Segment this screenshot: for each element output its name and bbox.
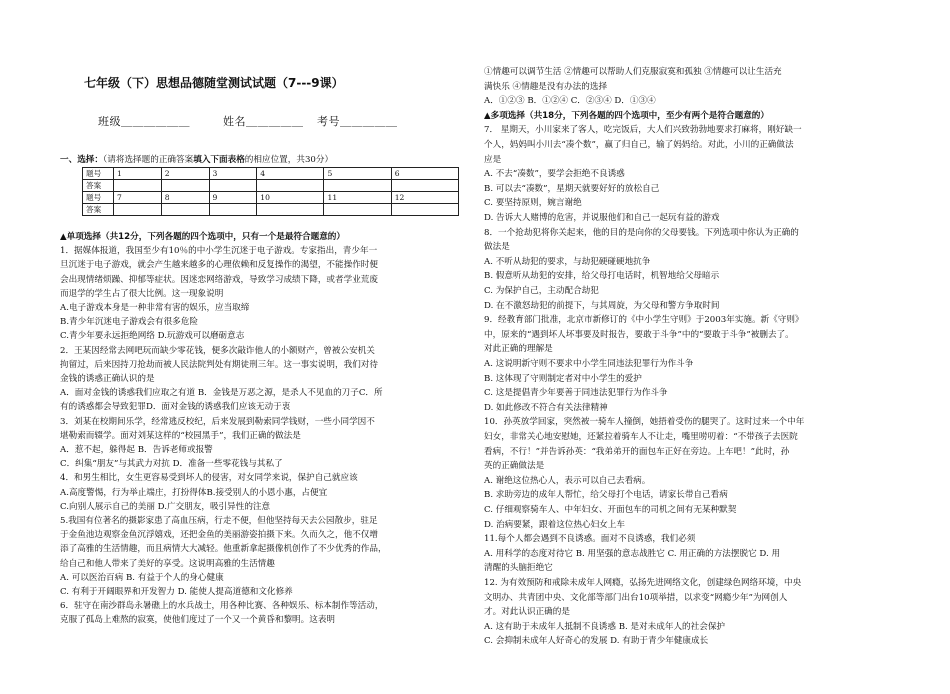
table-cell: 6 xyxy=(391,168,458,180)
text-line: A.电子游戏本身是一种非常有害的娱乐，应当取缔 xyxy=(60,303,250,313)
section-heading xyxy=(60,154,333,166)
text-line: 11.每个人都会遇到不良诱惑。面对不良诱惑，我们必须 xyxy=(484,534,696,545)
answer-table xyxy=(82,167,459,216)
text-line: A. 这有助于未成年人抵制不良诱惑 B. 是对未成年人的社会保护 xyxy=(484,621,726,632)
table-cell: 8 xyxy=(161,192,209,204)
text-line: 旦沉迷于电子游戏，就会产生越来越多的心理依赖和反复操作的渴望，不能操作时便 xyxy=(60,260,378,271)
text-line: 3．刘某在校期间乐学，经常逃反校纪，后来发展到勒索同学钱财，一些小同学因不 xyxy=(60,416,375,427)
table-cell: 5 xyxy=(324,168,391,180)
text-line: 妇女，非常关心地安慰她，还紧拉着骑车人不让走，嘴里唠叨着：“不带孩子去医院 xyxy=(484,432,798,442)
answer-cell[interactable] xyxy=(391,204,458,216)
text-line: A. 这说明新守则不要求中小学生同违法犯罪行为作斗争 xyxy=(484,359,694,369)
text-line: 做法是 xyxy=(484,242,510,253)
answer-cell[interactable] xyxy=(324,180,391,192)
section-instruction: （请将选择题的正确答案 xyxy=(102,155,194,165)
text-line: 9．经教育部门批准，北京市新修订的《中小学生守则》于2003年实施。新《守则》 xyxy=(484,315,804,326)
text-line: 2．王某因经常去网吧玩而缺少零花钱，便多次敲诈他人的小额财产，曾被公安机关 xyxy=(60,345,375,356)
answer-cell[interactable] xyxy=(391,180,458,192)
text-line: 金钱的诱惑正确认识的是 xyxy=(60,374,155,384)
section-heading: ▲多项选择（共18分，下列各题的四个选项中，至少有两个是符合题意的） xyxy=(484,110,769,121)
table-cell: 3 xyxy=(209,168,257,180)
text-line: A. 不听从劫犯的要求，与劫犯硬碰硬地抗争 xyxy=(484,256,651,267)
text-line: 满快乐 ④情趣是没有办法的选择 xyxy=(484,81,608,92)
answer-cell[interactable] xyxy=(209,180,257,192)
text-line: ①情趣可以调节生活 ②情趣可以帮助人们克服寂寞和孤独 ③情趣可以让生活充 xyxy=(484,67,782,77)
text-line: C.青少年要永远拒绝网络 D.玩游戏可以磨砺意志 xyxy=(60,331,245,342)
answer-cell[interactable] xyxy=(114,204,162,216)
table-cell: 12 xyxy=(391,192,458,204)
number-field-label: 考号＿＿＿＿＿ xyxy=(317,115,398,128)
text-line: 7． 星期天，小川家来了客人，吃完饭后，大人们兴致勃勃地要求打麻将，刚好缺一 xyxy=(484,125,802,136)
text-line: C. 要坚持原则，婉言谢绝 xyxy=(484,198,582,209)
table-row xyxy=(83,204,459,216)
table-cell: 9 xyxy=(209,192,257,204)
table-cell: 答案 xyxy=(83,180,114,192)
table-row xyxy=(83,180,459,192)
text-line: D. 告诉大人赌博的危害，并说服他们和自己一起玩有益的游戏 xyxy=(484,213,720,223)
table-cell: 题号 xyxy=(83,168,114,180)
text-line: B. 求助旁边的成年人帮忙，给父母打个电话，请家长带自己看病 xyxy=(484,490,728,501)
text-line: 于金鱼池边观察金鱼沉浮嬉戏，还把金鱼的美丽游姿拍摄下来。久而久之，他不仅增 xyxy=(60,530,378,541)
text-line: C. 这是提倡青少年要善于同违法犯罪行为作斗争 xyxy=(484,388,668,399)
text-line: C. 会抑制未成年人好奇心的发展 D. 有助于青少年健康成长 xyxy=(484,636,709,647)
section-heading: ▲单项选择（共12分，下列各题的四个选项中，只有一个是最符合题意的） xyxy=(60,232,345,242)
text-line: 给自己和他人带来了美好的享受。这说明高雅的生活情趣 xyxy=(60,558,275,569)
name-field-label: 姓名＿＿＿＿＿ xyxy=(223,115,304,128)
text-line: A. 不去“凑数”，要学会拒绝不良诱惑 xyxy=(484,169,625,180)
text-line: C. 为保护自己，主动配合劫犯 xyxy=(484,286,599,296)
answer-cell[interactable] xyxy=(161,204,209,216)
table-cell: 10 xyxy=(257,192,324,204)
class-field-label: 班级＿＿＿＿＿＿ xyxy=(98,115,190,128)
text-line: B. 可以去“凑数”，星期天就要好好的放松自己 xyxy=(484,183,660,194)
text-line: 才。对此认识正确的是 xyxy=(484,607,570,618)
page-title: 七年级（下）思想品德随堂测试试题（7---9课） xyxy=(84,76,344,90)
text-line: 文明办、共青团中央、文化部等部门出台10项举措，以求变“网瘾少年”为网创人 xyxy=(484,592,788,603)
answer-cell[interactable] xyxy=(257,204,324,216)
table-row xyxy=(83,168,459,180)
text-line: C. 有利于开阔眼界和开发智力 D. 能使人提高道德和文化修养 xyxy=(60,587,293,597)
text-line: C.向别人展示自己的美丽 D.广交朋友，吸引异性的注意 xyxy=(60,501,271,512)
answer-cell[interactable] xyxy=(257,180,324,192)
text-line: 5.我国有位著名的摄影家患了高血压病，行走不便，但他坚持每天去公园散步，驻足 xyxy=(60,516,378,526)
text-line: B. 这体现了守则制定者对中小学生的爱护 xyxy=(484,373,642,384)
text-line: 应是 xyxy=(484,154,502,165)
text-line: A. 谢绝这位热心人，表示可以自己去看病。 xyxy=(484,475,651,486)
text-line: 看病，不行！”并告诉孙英：“我弟弟开的面包车正好在旁边。上车吧！”此时，孙 xyxy=(484,446,790,457)
section-instruction-bold: 填入下面表格 xyxy=(193,155,245,165)
table-cell: 4 xyxy=(257,168,324,180)
text-line: D. 如此修改不符合有关法律精神 xyxy=(484,402,608,413)
text-line: A. 用科学的态度对待它 B. 用坚强的意志战胜它 C. 用正确的方法摆脱它 D. 用 xyxy=(484,548,781,559)
text-line: A．面对金钱的诱惑我们应取之有道 B．金钱是万恶之源，是杀人不见血的刀子C．所 xyxy=(60,388,383,399)
table-cell: 1 xyxy=(114,168,162,180)
text-line: 对此正确的理解是 xyxy=(484,344,553,355)
text-line: D. 在不激怒劫犯的前提下，与其周旋，为父母和警方争取时间 xyxy=(484,300,720,311)
table-cell: 11 xyxy=(324,192,391,204)
text-line: B.青少年沉迷电子游戏会有很多危险 xyxy=(60,317,198,328)
text-line: 10．孙英放学回家，突然被一骑车人撞倒，她捂着受伤的腿哭了。这时过来一个中年 xyxy=(484,417,805,428)
text-line: 12. 为有效预防和戒除未成年人网瘾，弘扬先进网络文化，创建绿色网络环境，中央 xyxy=(484,578,802,588)
text-line: A. 可以医治百病 B. 有益于个人的身心健康 xyxy=(60,572,224,583)
text-line: C．纠集“朋友”与其武力对抗 D．准备一些零花钱与其私了 xyxy=(60,459,283,470)
answer-cell[interactable] xyxy=(161,180,209,192)
table-row xyxy=(83,192,459,204)
text-line: 清醒的头脑拒绝它 xyxy=(484,563,553,574)
text-line: D. 治病要紧，跟着这位热心妇女上车 xyxy=(484,519,625,530)
text-line: 6．驻守在南沙群岛永暑礁上的水兵战士，用各种比赛、各种娱乐、标本制作等活动， xyxy=(60,601,384,612)
text-line: 8．一个抢劫犯将你关起来，他的目的是向你的父母要钱。下列选项中你认为正确的 xyxy=(484,227,799,238)
text-line: A.高度警惕，行为举止端庄，打扮得体B.接受别人的小恩小惠，占便宜 xyxy=(60,487,328,498)
text-line: 有的诱惑都会导致犯罪D．面对金钱的诱惑我们应该无动于衷 xyxy=(60,402,291,413)
text-line: 会出现情绪烦躁、抑郁等症状。因迷恋网络游戏，导致学习成绩下降，或者学业荒废 xyxy=(60,274,378,285)
table-cell: 2 xyxy=(161,168,209,180)
section-lead: 一、选择： xyxy=(60,155,103,165)
text-line: 拘留过，后来因持刀抢劫而被人民法院判处有期徒刑三年。这一事实说明，我们对待 xyxy=(60,359,378,370)
text-line: 克服了孤岛上难熬的寂寞，使他们度过了一个又一个黄昏和黎明。这表明 xyxy=(60,615,336,626)
text-line: A．惹不起，躲得起 B．告诉老师或报警 xyxy=(60,445,213,455)
text-line: 4．和男生相比，女生更容易受到坏人的侵害，对女同学来说，保护自己就应该 xyxy=(60,473,358,484)
table-cell: 答案 xyxy=(83,204,114,216)
text-line: 个人，妈妈叫小川去“凑个数”，赢了归自己，输了妈妈给。对此，小川的正确做法 xyxy=(484,140,794,150)
text-line: 添了高雅的生活情趣，而且病情大大减轻。他重新拿起摄像机创作了不少优秀的作品， xyxy=(60,544,387,555)
text-line: 堪勒索而辍学。面对刘某这样的“校园黑手”，我们正确的做法是 xyxy=(60,430,301,441)
text-line: C. 仔细观察骑车人、中年妇女、开面包车的司机之间有无某种默契 xyxy=(484,505,737,515)
answer-cell[interactable] xyxy=(114,180,162,192)
section-instruction-tail: 的相应位置，共30分） xyxy=(244,155,334,165)
answer-cell[interactable] xyxy=(324,204,391,216)
text-line: B. 假意听从劫犯的安排，给父母打电话时，机智地给父母暗示 xyxy=(484,271,720,282)
text-line: 1．据媒体报道，我国至少有10％的中小学生沉迷于电子游戏。专家指出，青少年一 xyxy=(60,246,378,257)
text-line: 中，原来的“遇到坏人坏事要及时报告，要敢于斗争”中的“要敢于斗争”被删去了。 xyxy=(484,329,794,340)
table-cell: 7 xyxy=(114,192,162,204)
text-line: 英的正确做法是 xyxy=(484,461,545,472)
table-cell: 题号 xyxy=(83,192,114,204)
text-line: A．①②③ B．①②④ C．②③④ D．①③④ xyxy=(484,96,656,107)
text-line: 而退学的学生占了很大比例。这一现象说明 xyxy=(60,288,224,299)
answer-cell[interactable] xyxy=(209,204,257,216)
